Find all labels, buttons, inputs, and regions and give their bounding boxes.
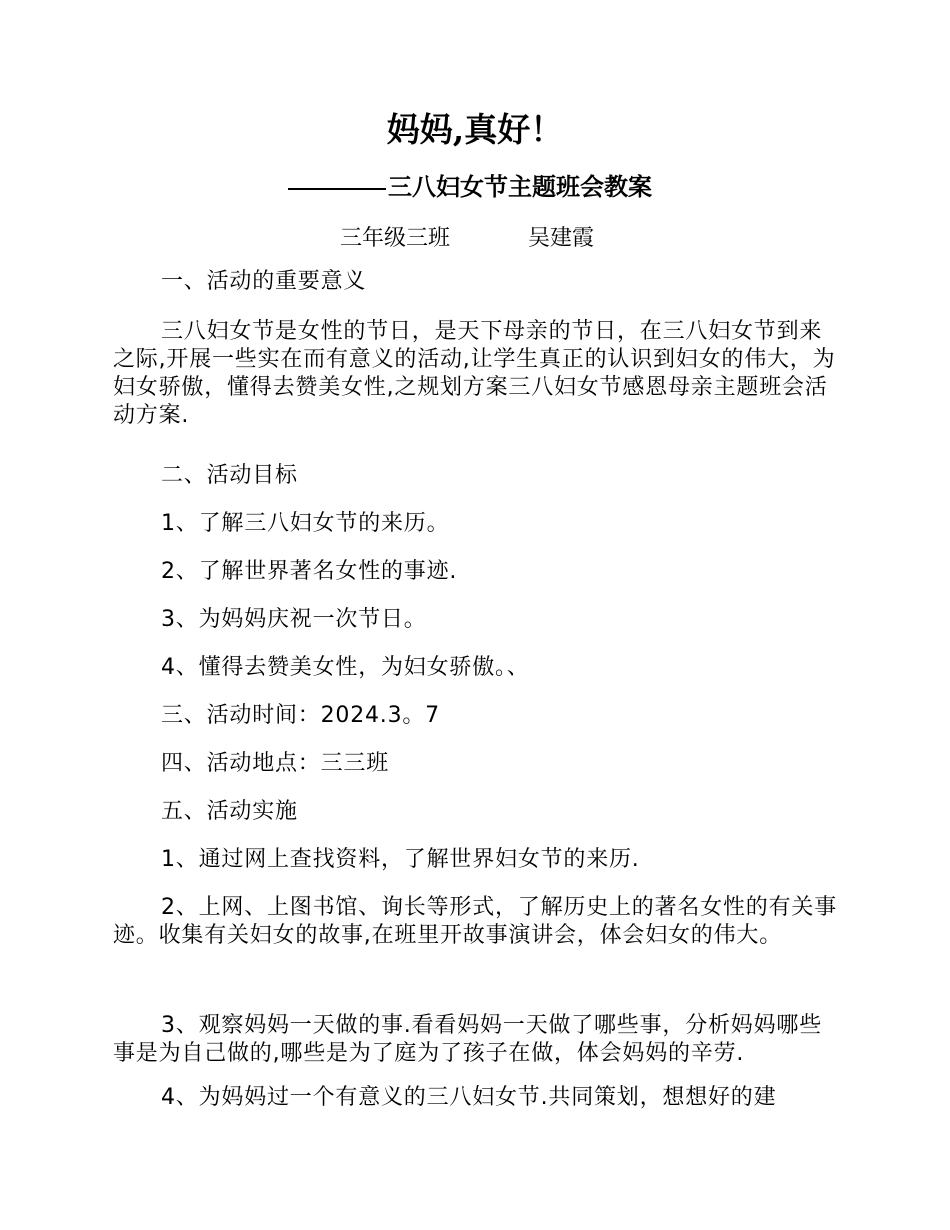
- implementation-item-4: 4、为妈妈过一个有意义的三八妇女节.共同策划，想想好的建: [161, 1085, 777, 1110]
- document-title: 妈妈,真好！: [386, 110, 564, 149]
- activity-location: 四、活动地点：三三班: [161, 751, 390, 776]
- paragraph-significance: 三八妇女节是女性的节日，是天下母亲的节日，在三八妇女节到来之际,开展一些实在而有意义的活动,让学生真正的认识到妇女的伟大，为妇女骄傲，懂得去赞美女性,之规划方案三八妇女节感恩母亲主题班会活动方案.: [113, 319, 836, 428]
- goal-item-1: 1、了解三八妇女节的来历。: [161, 511, 450, 536]
- section-heading-goals: 二、活动目标: [161, 463, 298, 488]
- author-name: 吴建霞: [528, 226, 595, 251]
- implementation-item-2: 2、上网、上图书馆、询长等形式，了解历史上的著名女性的有关事迹。收集有关妇女的故事,在班里开故事演讲会，体会妇女的伟大。: [113, 895, 837, 948]
- author-line: [340, 222, 594, 256]
- activity-time: 三、活动时间：2024.3。7: [161, 703, 440, 728]
- section-heading-implementation: 五、活动实施: [161, 799, 298, 824]
- class-name: 三年级三班: [340, 226, 451, 251]
- document-subtitle: 三八妇女节主题班会教案: [388, 172, 652, 201]
- goal-item-4: 4、懂得去赞美女性，为妇女骄傲。、: [161, 655, 530, 680]
- goal-item-2: 2、了解世界著名女性的事迹.: [161, 559, 458, 584]
- implementation-item-1: 1、通过网上查找资料，了解世界妇女节的来历.: [161, 847, 640, 872]
- goal-item-3: 3、为妈妈庆祝一次节日。: [161, 607, 427, 632]
- section-heading-significance: 一、活动的重要意义: [161, 269, 367, 294]
- implementation-item-3: 3、观察妈妈一天做的事.看看妈妈一天做了哪些事，分析妈妈哪些事是为自己做的,哪些是为了庭为了孩子在做，体会妈妈的辛劳.: [113, 1013, 822, 1066]
- subtitle-dash: [288, 188, 386, 190]
